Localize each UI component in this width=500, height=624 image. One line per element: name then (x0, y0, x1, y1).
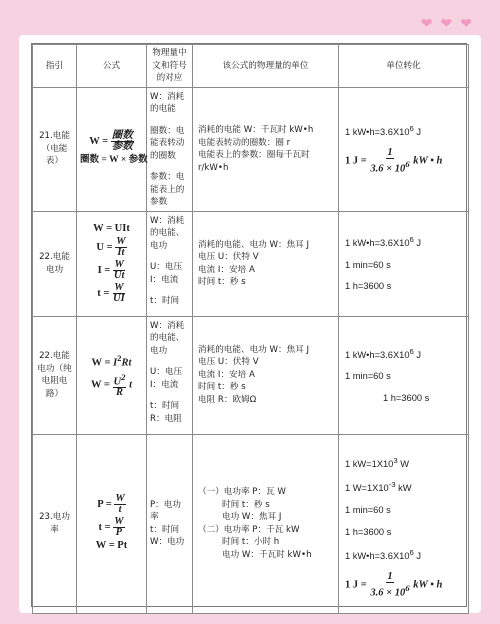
formula-cell: W = UIt U = $\frac{W}{It}$ I = $\frac{W}{Ut}$ t = $\frac{W}{UI}$ (77, 211, 147, 316)
row-index: 22.电能电功（纯电阻电路） (33, 316, 77, 434)
formula-cell: P = $\frac{W}{t}$ t = $\frac{W}{P}$ W = Pt (77, 434, 147, 613)
heart-icon: ❤ (420, 16, 433, 32)
conversion-cell: 1 $kW•h=3.6X10^6$ J 1 min=60 s 1 h=3600 s (339, 316, 469, 434)
row-index: 21.电能（电能表） (33, 87, 77, 211)
header-conversion: 单位转化 (339, 45, 469, 88)
table-row (33, 316, 469, 434)
header-formula: 公式 (77, 45, 147, 88)
conversion-cell: 1 $kW=1X10^3$ W 1 $W=1X10^{-3}$ kW 1 min=60 s 1 h=3600 s 1 $kW•h=3.6X10^6$ J 1 J = $\frac{1}{3.6 \times 10^6}$ kW • h (339, 434, 469, 613)
unit-cell: （一）电功率 P：瓦 W 时间 t：秒 s 电功 W：焦耳 J （二）电功率 P：千瓦 kW 时间 t：小时 h 电功 W：千瓦时 kW•h (193, 434, 339, 613)
table-header-row (33, 45, 469, 88)
conversion-cell: 1 $kW•h=3.6X10^6$ J 1 min=60 s 1 h=3600 s (339, 211, 469, 316)
heart-icon: ❤ (440, 16, 453, 32)
unit-cell: 消耗的电能、电功 W：焦耳 J 电压 U：伏特 V 电流 I：安培 A 时间 t：秒 s 电阻 R：欧姆Ω (193, 316, 339, 434)
unit-cell: 消耗的电能 W：千瓦时 kW•h 电能表转动的圈数：圈 r 电能表上的参数：圈每千瓦时 r/kW•h (193, 87, 339, 211)
meaning-cell: P：电功率 t：时间 W：电功 (147, 434, 193, 613)
unit-cell: 消耗的电能、电功 W：焦耳 J 电压 U：伏特 V 电流 I：安培 A 时间 t：秒 s (193, 211, 339, 316)
table-row (33, 434, 469, 613)
header-index: 指引 (33, 45, 77, 88)
meaning-cell: W：消耗的电能、电功 U：电压 I：电流 t：时间 (147, 211, 193, 316)
meaning-cell: W：消耗的电能 圈数：电能表转动的圈数 参数：电能表上的参数 (147, 87, 193, 211)
meaning-cell: W：消耗的电能、电功 U：电压 I：电流 t：时间 R：电阻 (147, 316, 193, 434)
row-index: 23.电功率 (33, 434, 77, 613)
table-row (33, 87, 469, 211)
table-row (33, 211, 469, 316)
heart-icon: ❤ (460, 16, 472, 32)
heart-decoration (421, 17, 472, 31)
formula-table (32, 44, 469, 614)
table-frame (31, 43, 467, 607)
formula-cell: $W = I^2Rt$ W = $\frac{U^2}{R}$ t (77, 316, 147, 434)
document-card (19, 35, 481, 613)
header-unit: 该公式的物理量的单位 (193, 45, 339, 88)
row-index: 22.电能电功 (33, 211, 77, 316)
formula-cell: W = $\frac{\text{圈数}}{\text{参数}}$ 圈数 = W × 参数 (77, 87, 147, 211)
header-meaning: 物理量中文和符号的对应 (147, 45, 193, 88)
conversion-cell: 1 $kW•h=3.6X10^6$ J 1 J = $\frac{1}{3.6 \times 10^6}$ kW • h (339, 87, 469, 211)
